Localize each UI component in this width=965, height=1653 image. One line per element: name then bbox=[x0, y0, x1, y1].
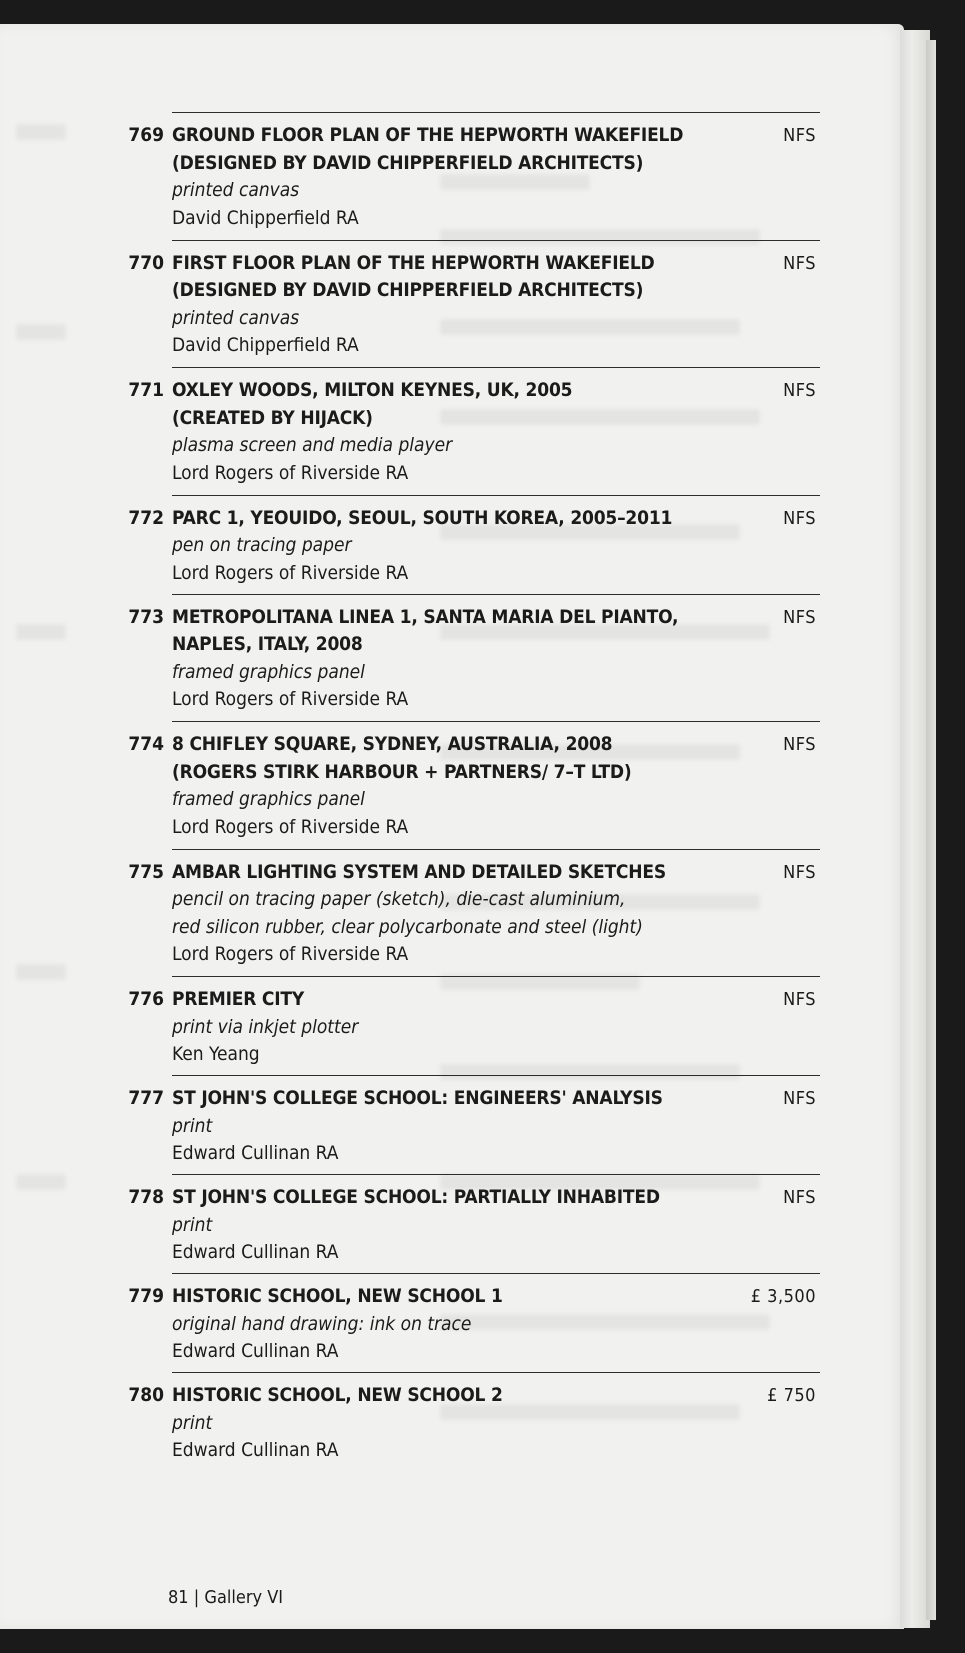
lot-title: ST JOHN'S COLLEGE SCHOOL: ENGINEERS' ANALYSIS bbox=[172, 1087, 663, 1109]
lot-entry bbox=[112, 976, 820, 1075]
footer-separator: | bbox=[193, 1587, 200, 1608]
lot-details bbox=[172, 250, 732, 360]
lot-artist: Ken Yeang bbox=[172, 1043, 260, 1065]
lot-title: PREMIER CITY bbox=[172, 988, 305, 1010]
lot-number: 774 bbox=[128, 733, 164, 755]
lot-price: NFS bbox=[783, 252, 816, 274]
lot-title: (ROGERS STIRK HARBOUR + PARTNERS/ 7–T LTD) bbox=[172, 760, 632, 783]
lot-details bbox=[172, 604, 732, 714]
lot-medium: printed canvas bbox=[172, 306, 300, 329]
lot-details bbox=[172, 986, 732, 1069]
lot-number: 771 bbox=[128, 379, 164, 401]
lot-title: HISTORIC SCHOOL, NEW SCHOOL 2 bbox=[172, 1384, 503, 1406]
lot-medium: printed canvas bbox=[172, 179, 300, 201]
lot-number: 773 bbox=[128, 605, 164, 628]
lot-details bbox=[172, 859, 732, 969]
lot-price: NFS bbox=[783, 380, 816, 401]
lot-title: PARC 1, YEOUIDO, SEOUL, SOUTH KOREA, 2005–2011 bbox=[172, 506, 673, 529]
lot-entry bbox=[112, 112, 820, 240]
lot-price: NFS bbox=[783, 125, 816, 146]
lot-details bbox=[172, 505, 732, 588]
lot-price: £ 3,500 bbox=[750, 1286, 816, 1307]
lot-entry bbox=[112, 1174, 820, 1273]
lot-title: (DESIGNED BY DAVID CHIPPERFIELD ARCHITECTS) bbox=[172, 279, 644, 301]
lot-price: NFS bbox=[783, 1187, 816, 1208]
lot-artist: Edward Cullinan RA bbox=[172, 1340, 339, 1362]
lot-entry bbox=[112, 367, 820, 495]
lot-price: NFS bbox=[783, 734, 816, 755]
lot-entry bbox=[112, 1372, 820, 1471]
lot-list bbox=[112, 112, 820, 1471]
lot-entry bbox=[112, 849, 820, 977]
lot-medium: plasma screen and media player bbox=[172, 434, 453, 456]
lot-title: HISTORIC SCHOOL, NEW SCHOOL 1 bbox=[172, 1285, 503, 1307]
lot-price: £ 750 bbox=[767, 1385, 816, 1406]
lot-artist: David Chipperfield RA bbox=[172, 206, 359, 229]
lot-title: (DESIGNED BY DAVID CHIPPERFIELD ARCHITECTS) bbox=[172, 151, 644, 174]
lot-title: GROUND FLOOR PLAN OF THE HEPWORTH WAKEFIELD bbox=[172, 124, 684, 146]
lot-number: 775 bbox=[128, 860, 164, 883]
lot-title: METROPOLITANA LINEA 1, SANTA MARIA DEL PIANTO, bbox=[172, 605, 679, 628]
lot-number: 779 bbox=[128, 1285, 164, 1307]
lot-title: ST JOHN'S COLLEGE SCHOOL: PARTIALLY INHABITED bbox=[172, 1186, 660, 1208]
lot-details bbox=[172, 1283, 732, 1366]
lot-medium: print via inkjet plotter bbox=[172, 1015, 359, 1038]
lot-price: NFS bbox=[783, 989, 816, 1010]
lot-medium: pen on tracing paper bbox=[172, 534, 352, 556]
lot-title: AMBAR LIGHTING SYSTEM AND DETAILED SKETCHES bbox=[172, 860, 666, 883]
lot-artist: Edward Cullinan RA bbox=[172, 1241, 339, 1263]
lot-medium: framed graphics panel bbox=[172, 660, 365, 683]
lot-price: NFS bbox=[783, 507, 816, 529]
page-footer bbox=[168, 1586, 283, 1610]
lot-number: 769 bbox=[128, 124, 164, 146]
lot-price: NFS bbox=[783, 1088, 816, 1109]
lot-entry bbox=[112, 1075, 820, 1174]
page-number: 81 bbox=[168, 1587, 189, 1608]
lot-number: 770 bbox=[128, 251, 164, 274]
lot-title: FIRST FLOOR PLAN OF THE HEPWORTH WAKEFIELD bbox=[172, 251, 655, 274]
lot-medium: print bbox=[172, 1213, 213, 1236]
gallery-name: Gallery VI bbox=[204, 1587, 284, 1608]
lot-details bbox=[172, 377, 732, 487]
lot-number: 780 bbox=[128, 1384, 164, 1406]
lot-medium: original hand drawing: ink on trace bbox=[172, 1312, 472, 1335]
lot-title: 8 CHIFLEY SQUARE, SYDNEY, AUSTRALIA, 2008 bbox=[172, 733, 613, 755]
lot-details bbox=[172, 731, 732, 841]
lot-number: 776 bbox=[128, 988, 164, 1010]
lot-medium: pencil on tracing paper (sketch), die-cast aluminium, bbox=[172, 888, 626, 910]
lot-title: NAPLES, ITALY, 2008 bbox=[172, 633, 363, 655]
lot-title: OXLEY WOODS, MILTON KEYNES, UK, 2005 bbox=[172, 379, 573, 401]
lot-price: NFS bbox=[783, 606, 816, 628]
lot-entry bbox=[112, 240, 820, 368]
lot-entry bbox=[112, 1273, 820, 1372]
lot-artist: Edward Cullinan RA bbox=[172, 1142, 339, 1164]
lot-title: (CREATED BY HIJACK) bbox=[172, 406, 373, 429]
catalogue-page bbox=[0, 24, 904, 1629]
lot-artist: Lord Rogers of Riverside RA bbox=[172, 815, 409, 838]
lot-medium: print bbox=[172, 1411, 213, 1434]
lot-details bbox=[172, 1184, 732, 1267]
lot-artist: Lord Rogers of Riverside RA bbox=[172, 461, 409, 484]
lot-number: 777 bbox=[128, 1087, 164, 1109]
lot-artist: David Chipperfield RA bbox=[172, 334, 359, 356]
lot-entry bbox=[112, 721, 820, 849]
lot-medium: framed graphics panel bbox=[172, 788, 365, 810]
lot-price: NFS bbox=[783, 861, 816, 883]
lot-details bbox=[172, 1382, 732, 1465]
lot-number: 772 bbox=[128, 506, 164, 529]
lot-entry bbox=[112, 495, 820, 594]
lot-artist: Lord Rogers of Riverside RA bbox=[172, 561, 409, 584]
lot-details bbox=[172, 122, 732, 232]
page-edge-stack-inner bbox=[926, 40, 936, 1620]
lot-number: 778 bbox=[128, 1186, 164, 1208]
lot-entry bbox=[112, 594, 820, 722]
lot-medium: red silicon rubber, clear polycarbonate and steel (light) bbox=[172, 915, 643, 938]
lot-medium: print bbox=[172, 1114, 213, 1137]
lot-details bbox=[172, 1085, 732, 1168]
lot-artist: Lord Rogers of Riverside RA bbox=[172, 943, 409, 965]
lot-artist: Edward Cullinan RA bbox=[172, 1439, 339, 1461]
lot-artist: Lord Rogers of Riverside RA bbox=[172, 688, 409, 710]
